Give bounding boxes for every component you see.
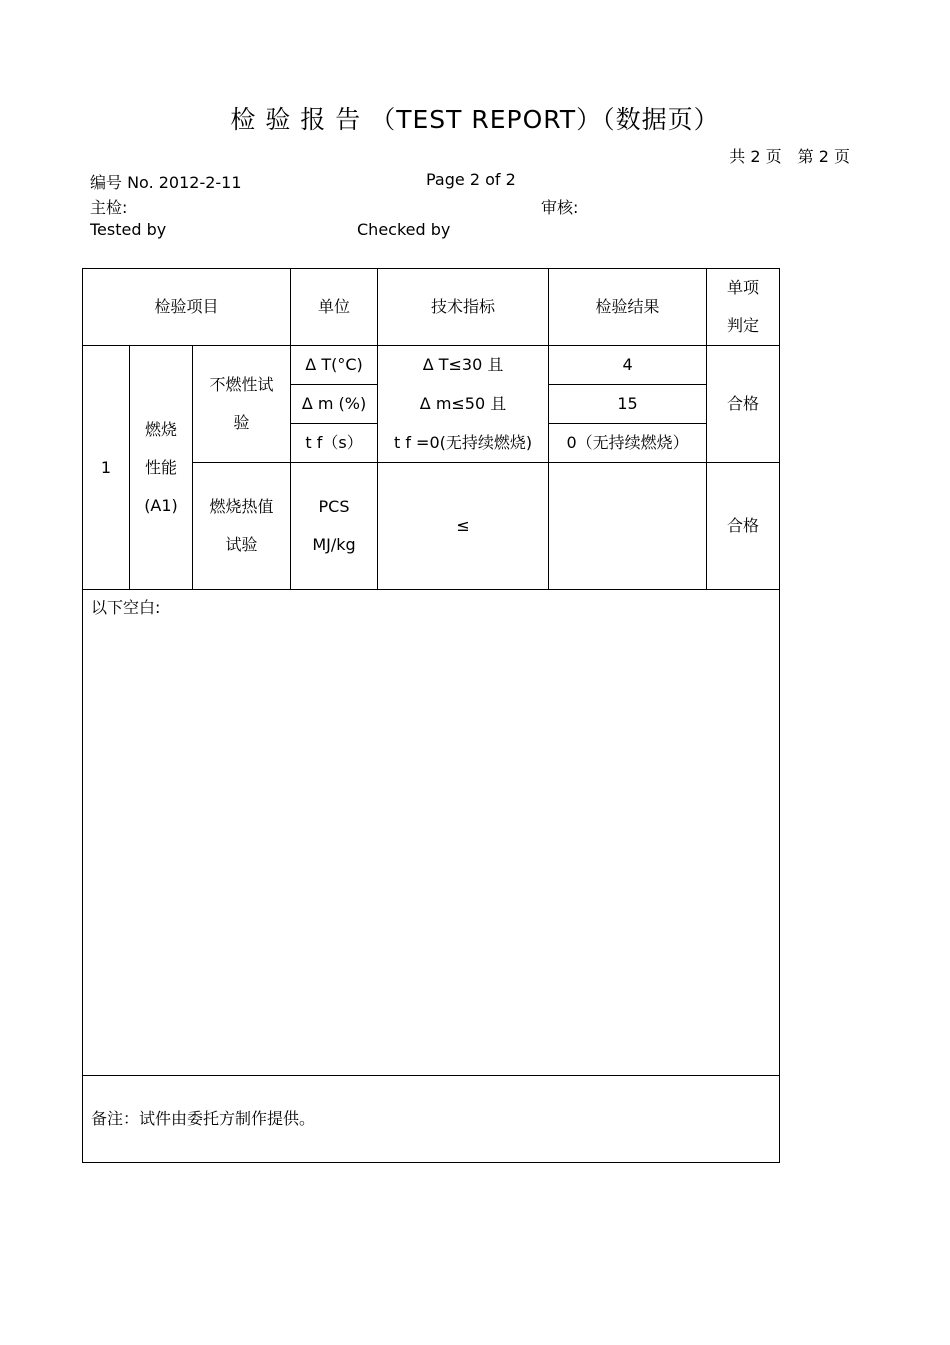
- data-table: [82, 268, 780, 1163]
- spec-delta-m: Δ m≤50 且: [378, 385, 549, 424]
- noncomb-line1: 不燃性试: [209, 375, 274, 394]
- header-item: 检验项目: [83, 269, 291, 346]
- blank-note: 以下空白:: [83, 590, 780, 1076]
- heat-unit-line1: PCS: [318, 497, 350, 516]
- heat-spec: ≤: [378, 463, 549, 590]
- checker-label-en: Checked by: [357, 220, 451, 239]
- heat-line2: 试验: [225, 535, 258, 554]
- remark-note: 备注：试件由委托方制作提供。: [83, 1076, 780, 1163]
- result-delta-m: 15: [549, 385, 707, 424]
- verdict-heat: 合格: [707, 463, 780, 590]
- page-of: Page 2 of 2: [426, 170, 516, 189]
- page-count: 共 2 页 第 2 页: [729, 147, 850, 166]
- header-result: 检验结果: [549, 269, 707, 346]
- result-delta-t: 4: [549, 346, 707, 385]
- header-verdict-line2: 判定: [727, 316, 760, 335]
- noncombustibility-test: [193, 346, 291, 463]
- spec-delta-t: Δ T≤30 且: [378, 346, 549, 385]
- heat-unit: [291, 463, 378, 590]
- report-title: 检 验 报 告 （TEST REPORT）（数据页）: [230, 105, 720, 134]
- heat-unit-line2: MJ/kg: [312, 535, 356, 554]
- heat-line1: 燃烧热值: [209, 497, 274, 516]
- unit-delta-m: Δ m (%): [291, 385, 378, 424]
- checker-label-cn: 审核:: [541, 198, 579, 217]
- heat-value-test: [193, 463, 291, 590]
- header-verdict-line1: 单项: [727, 278, 760, 297]
- row-category: [130, 346, 193, 590]
- header-verdict: [707, 269, 780, 346]
- category-line1: 燃烧: [144, 419, 177, 439]
- verdict-noncomb: 合格: [707, 346, 780, 463]
- category-line3: (A1): [144, 495, 178, 515]
- unit-tf: t f（s）: [291, 424, 378, 463]
- result-tf: 0（无持续燃烧）: [549, 424, 707, 463]
- tester-label-en: Tested by: [90, 220, 167, 239]
- row-index: 1: [83, 346, 130, 590]
- blank-row: [83, 590, 780, 1076]
- header-unit: 单位: [291, 269, 378, 346]
- category-line2: 性能: [144, 457, 177, 477]
- report-number: 编号 No. 2012-2-11: [90, 173, 242, 192]
- header-spec: 技术指标: [378, 269, 549, 346]
- noncomb-line2: 验: [233, 413, 250, 432]
- table-row: [83, 346, 780, 385]
- unit-delta-t: Δ T(°C): [291, 346, 378, 385]
- header-row: [83, 269, 780, 346]
- spec-tf: t f =0(无持续燃烧): [378, 424, 549, 463]
- heat-result: [549, 463, 707, 590]
- remark-row: [83, 1076, 780, 1163]
- tester-label-cn: 主检:: [90, 198, 128, 217]
